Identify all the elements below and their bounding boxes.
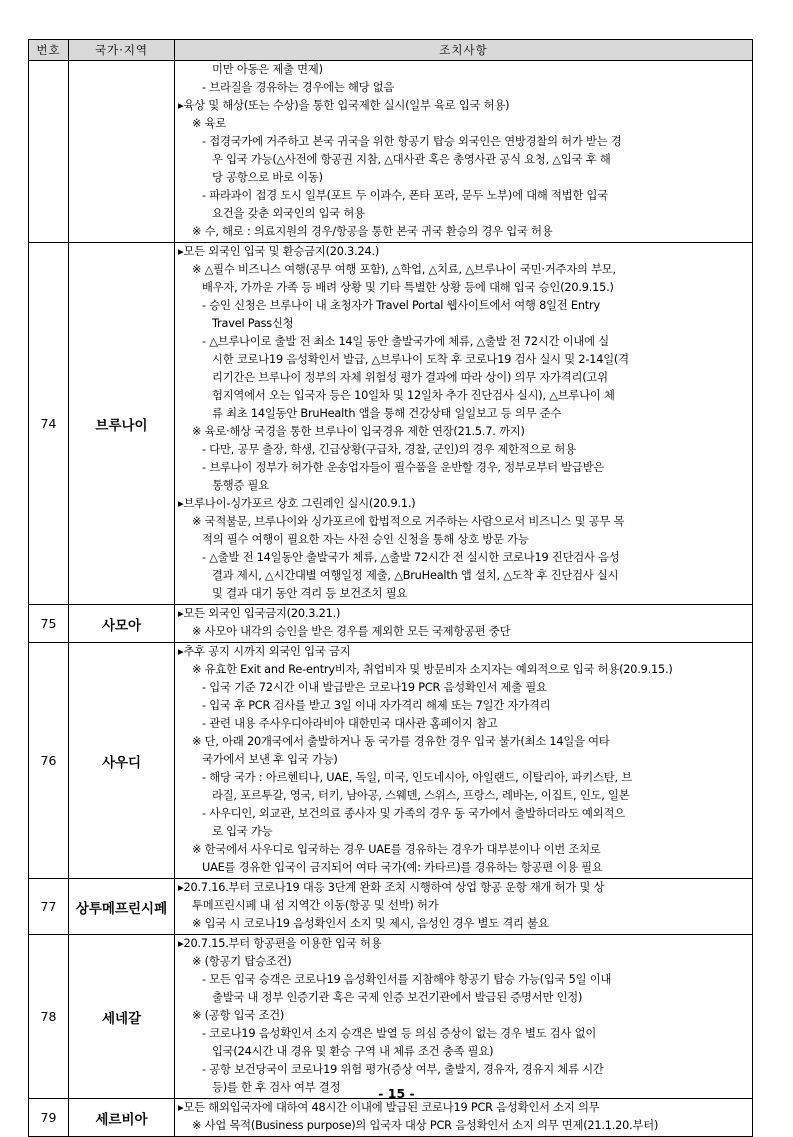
measure-line: - △출발 전 14일동안 출발국가 체류, △출발 72시간 전 실시한 코로나19 진단검사 음성 [202, 551, 620, 564]
row-number: 75 [29, 605, 69, 643]
measure-line: 미만 아동은 제출 면제) [212, 63, 323, 76]
row-measures [175, 61, 753, 243]
measure-line: ※ (공항 입국 조건) [192, 1009, 285, 1022]
measure-line: ※ (항공기 탑승조건) [192, 955, 292, 968]
measure-line: - 입국 후 PCR 검사를 받고 3일 이내 자가격리 해제 또는 7일간 자가격리 [202, 699, 551, 712]
measure-line: - 브루나이 정부가 허가한 운송업자들이 필수품을 운반할 경우, 정부로부터 발급받은 [202, 461, 605, 474]
header-number: 번호 [29, 40, 69, 61]
measure-line: 등)를 한 후 검사 여부 결정 [212, 1081, 341, 1094]
header-measures: 조치사항 [175, 40, 753, 61]
measure-line: ▸육상 및 해상(또는 수상)을 통한 입국제한 실시(일부 육로 입국 허용) [178, 99, 510, 112]
measure-line: 국가에서 보낸 후 입국 가능) [202, 753, 338, 766]
measure-line: - 접경국가에 거주하고 본국 귀국을 위한 항공기 탑승 외국인은 연방경찰의 허가 받는 경 [202, 135, 622, 148]
row-measures [175, 643, 753, 879]
measure-line: ▸추후 공지 시까지 외국인 입국 금지 [178, 645, 351, 658]
row-number: 74 [29, 243, 69, 605]
row-country: 상투메프린시페 [69, 879, 175, 935]
row-country: 세네갈 [69, 935, 175, 1099]
measure-line: ※ 입국 시 코로나19 음성확인서 소지 및 제시, 음성인 경우 별도 격리 불요 [192, 917, 549, 930]
measure-line: ※ 국적불문, 브루나이와 싱가포르에 합법적으로 거주하는 사람으로서 비즈니스 및 공무 목 [192, 515, 625, 528]
measure-line: ※ 단, 아래 20개국에서 출발하거나 동 국가를 경유한 경우 입국 불가(최소 14일을 여타 [192, 735, 610, 748]
measure-line: ▸20.7.15.부터 항공편을 이용한 입국 허용 [178, 937, 382, 950]
row-number: 79 [29, 1099, 69, 1137]
measure-line: ▸모든 외국인 입국 및 환승금지(20.3.24.) [178, 245, 380, 258]
row-country: 사우디 [69, 643, 175, 879]
measure-line: ※ 육로·해상 국경을 통한 브루나이 입국경유 제한 연장(21.5.7. 까지) [192, 425, 525, 438]
entry-restrictions-table [28, 39, 753, 1137]
table-row [29, 879, 753, 935]
row-measures [175, 879, 753, 935]
measure-line: ▸브루나이-싱가포르 상호 그린레인 실시(20.9.1.) [178, 497, 416, 510]
table-row [29, 1099, 753, 1137]
measure-line: 출발국 내 정부 인증기관 혹은 국제 인증 보건기관에서 발급된 증명서만 인정) [212, 991, 583, 1004]
measure-line: - 모든 입국 승객은 코로나19 음성확인서를 지참해야 항공기 탑승 가능(입국 5일 이내 [202, 973, 612, 986]
table-row [29, 243, 753, 605]
measure-line: - △브루나이로 출발 전 최소 14일 동안 출발국가에 체류, △출발 전 72시간 이내에 실 [202, 335, 609, 348]
measure-line: ※ 한국에서 사우디로 입국하는 경우 UAE를 경유하는 경우가 대부분이나 이번 조치로 [192, 843, 601, 856]
measure-line: ▸20.7.16.부터 코로나19 대응 3단계 완화 조치 시행하여 상업 항공 운항 재개 허가 및 상 [178, 881, 605, 894]
table-header-row [29, 40, 753, 61]
measure-line: 류 최초 14일동안 BruHealth 앱을 통해 건강상태 일일보고 등 의무 준수 [212, 407, 562, 420]
measure-line: - 브라질을 경유하는 경우에는 해당 없음 [202, 81, 395, 94]
measure-line: ※ 수, 해로 : 의료지원의 경우/항공을 통한 본국 귀국 환승의 경우 입국 허용 [192, 225, 553, 238]
measure-line: 적의 필수 여행이 필요한 자는 사전 승인 신청을 통해 상호 방문 가능 [202, 533, 529, 546]
row-measures [175, 1099, 753, 1137]
measure-line: Travel Pass신청 [212, 317, 294, 330]
measure-line: - 관련 내용 주사우디아라비아 대한민국 대사관 홈페이지 참고 [202, 717, 498, 730]
row-number: 78 [29, 935, 69, 1099]
measure-line: - 입국 기준 72시간 이내 발급받은 코로나19 PCR 음성확인서 제출 필요 [202, 681, 547, 694]
measure-line: 로 입국 가능 [212, 825, 273, 838]
measure-line: 통행증 필요 [212, 479, 269, 492]
row-measures [175, 605, 753, 643]
row-number [29, 61, 69, 243]
header-country: 국가·지역 [69, 40, 175, 61]
measure-line: - 코로나19 음성확인서 소지 승객은 발열 등 의심 증상이 없는 경우 별도 검사 없이 [202, 1027, 597, 1040]
row-country [69, 61, 175, 243]
measure-line: - 파라과이 접경 도시 일부(포트 두 이과수, 폰타 포라, 문두 노부)에 대해 적법한 입국 [202, 189, 608, 202]
row-measures [175, 935, 753, 1099]
document-table-container [28, 39, 752, 1137]
measure-line: ▸모든 해외입국자에 대하여 48시간 이내에 발급된 코로나19 PCR 음성확인서 소지 의무 [178, 1101, 600, 1114]
measure-line: ※ 사모아 내각의 승인을 받은 경우를 제외한 모든 국제항공편 중단 [192, 625, 511, 638]
measure-line: - 해당 국가 : 아르헨티나, UAE, 독일, 미국, 인도네시아, 아일랜드, 이탈리아, 파키스탄, 브 [202, 771, 632, 784]
table-row [29, 605, 753, 643]
measure-line: 및 결과 대기 동안 격리 등 보건조치 필요 [212, 587, 408, 600]
measure-line: - 다만, 공무 출장, 학생, 긴급상황(구급차, 경찰, 군인)의 경우 제한적으로 허용 [202, 443, 576, 456]
row-measures [175, 243, 753, 605]
row-country: 사모아 [69, 605, 175, 643]
measure-line: ※ 유효한 Exit and Re-entry비자, 취업비자 및 방문비자 소지자는 예외적으로 입국 허용(20.9.15.) [192, 663, 673, 676]
measure-line: 우 입국 가능(△사전에 항공권 지참, △대사관 혹은 총영사관 공식 요청, △입국 후 해 [212, 153, 611, 166]
measure-line: 험지역에서 오는 입국자 등은 10일차 및 12일차 추가 진단검사 실시), △브루나이 체 [212, 389, 615, 402]
measure-line: 당 공항으로 바로 이동) [212, 171, 323, 184]
measure-line: 시한 코로나19 음성확인서 발급, △브루나이 도착 후 코로나19 검사 실시 및 2-14일(격 [212, 353, 629, 366]
table-row [29, 643, 753, 879]
measure-line: 리기간은 브루나이 정부의 자체 위험성 평가 결과에 따라 상이) 의무 자가격리(고위 [212, 371, 608, 384]
measure-line: 요건을 갖춘 외국인의 입국 허용 [212, 207, 365, 220]
measure-line: 결과 제시, △시간대별 여행일정 제출, △BruHealth 앱 설치, △도착 후 진단검사 실시 [212, 569, 619, 582]
measure-line: 배우자, 가까운 가족 등 배려 상황 및 기타 특별한 상황 등에 대해 입국 승인(20.9.15.) [202, 281, 614, 294]
measure-line: 투메프린시페 내 섬 지역간 이동(항공 및 선박) 허가 [192, 899, 439, 912]
table-body [29, 61, 753, 1137]
row-country: 브루나이 [69, 243, 175, 605]
measure-line: - 사우디인, 외교관, 보건의료 종사자 및 가족의 경우 동 국가에서 출발하더라도 예외적으 [202, 807, 625, 820]
measure-line: UAE를 경유한 입국이 금지되어 여타 국가(예: 카타르)를 경유하는 항공편 이용 필요 [202, 861, 603, 874]
table-row [29, 61, 753, 243]
page-number: - 15 - [378, 1086, 415, 1101]
measure-line: ▸모든 외국인 입국금지(20.3.21.) [178, 607, 341, 620]
measure-line: ※ 사업 목적(Business purpose)의 입국자 대상 PCR 음성확인서 소지 의무 면제(21.1.20.부터) [192, 1119, 659, 1132]
measure-line: 입국(24시간 내 경유 및 환승 구역 내 체류 조건 충족 필요) [212, 1045, 494, 1058]
measure-line: - 공항 보건당국이 코로나19 위험 평가(증상 여부, 출발지, 경유자, 경유지 체류 시간 [202, 1063, 604, 1076]
row-number: 76 [29, 643, 69, 879]
measure-line: ※ 육로 [192, 117, 227, 130]
row-number: 77 [29, 879, 69, 935]
measure-line: - 승인 신청은 브루나이 내 초청자가 Travel Portal 웹사이트에서 여행 8일전 Entry [202, 299, 600, 312]
table-row [29, 935, 753, 1099]
row-country: 세르비아 [69, 1099, 175, 1137]
measure-line: 라질, 포르투갈, 영국, 터키, 남아공, 스웨덴, 스위스, 프랑스, 레바논, 이집트, 인도, 일본 [212, 789, 630, 802]
measure-line: ※ △필수 비즈니스 여행(공무 여행 포함), △학업, △치료, △브루나이 국민·거주자의 부모, [192, 263, 616, 276]
